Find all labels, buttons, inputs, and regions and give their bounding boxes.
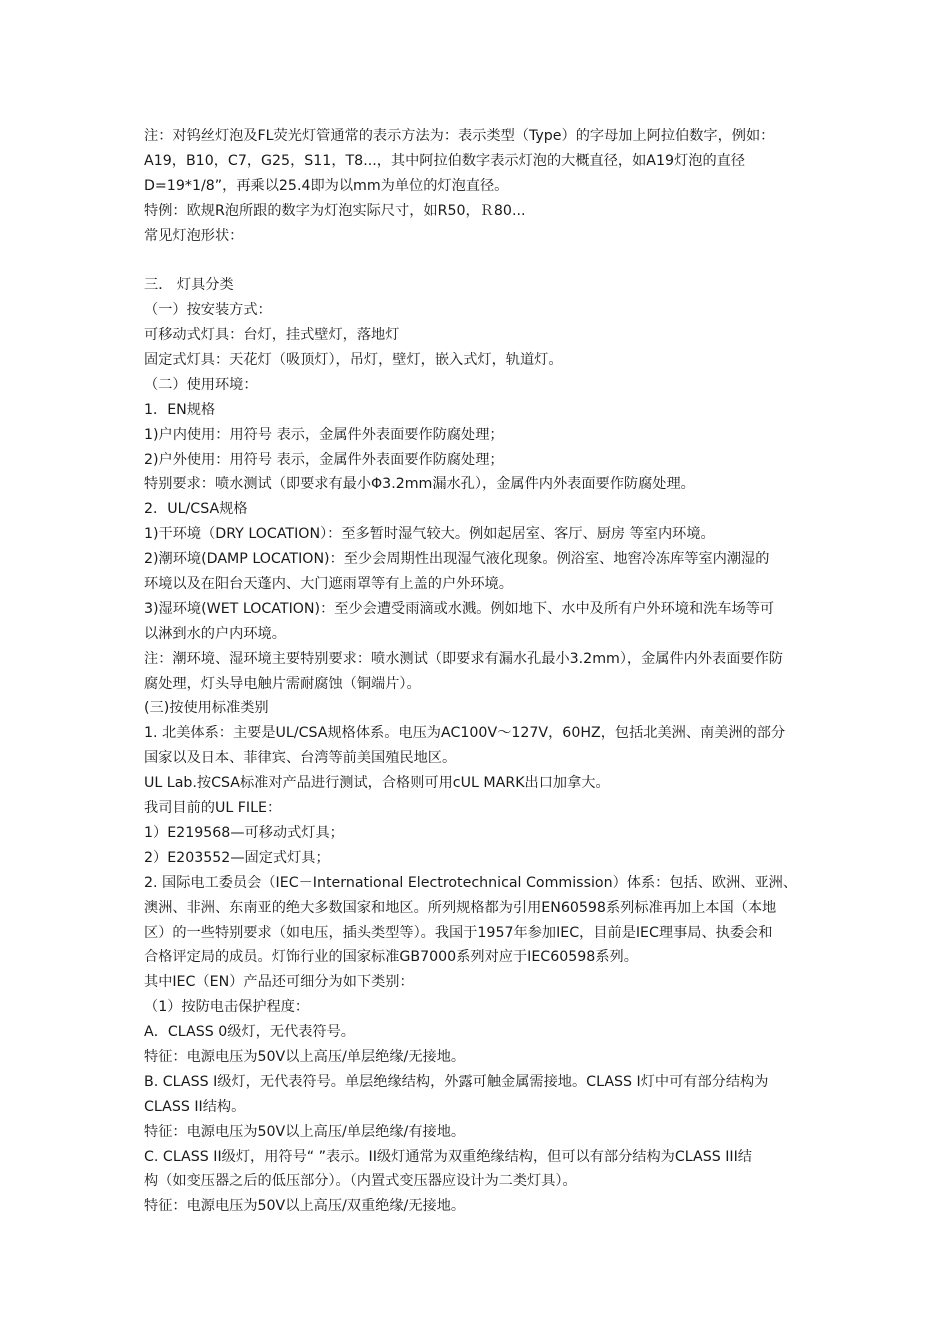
text-line: 特征：电源电压为50V以上高压/单层绝缘/无接地。 <box>144 1048 466 1065</box>
text-line: 以淋到水的户内环境。 <box>144 625 286 642</box>
text-line: 注：潮环境、湿环境主要特别要求：喷水测试（即要求有漏水孔最小3.2mm），金属件内外表面要作防 <box>144 650 783 667</box>
text-line: 2．UL/CSA规格 <box>144 501 248 518</box>
text-line: 特征：电源电压为50V以上高压/单层绝缘/有接地。 <box>144 1123 466 1140</box>
text-line: 构（如变压器之后的低压部分）。（内置式变压器应设计为二类灯具）。 <box>144 1173 577 1190</box>
text-line: 特别要求：喷水测试（即要求有最小Φ3.2mm漏水孔），金属件内外表面要作防腐处理。 <box>144 476 695 493</box>
text-line: 1)干环境（DRY LOCATION）：至多暂时湿气较大。例如起居室、客厅、厨房 等室内环境。 <box>144 526 715 543</box>
text-line: UL Lab.按CSA标准对产品进行测试，合格则可用cUL MARK出口加拿大。 <box>144 775 610 792</box>
text-line: CLASS II结构。 <box>144 1098 246 1115</box>
section-heading: 三． 灯具分类 <box>144 277 234 294</box>
text-line: 1．EN规格 <box>144 401 216 418</box>
text-line: 合格评定局的成员。灯饰行业的国家标准GB7000系列对应于IEC60598系列。 <box>144 949 638 966</box>
text-line: 腐处理，灯头导电触片需耐腐蚀（铜端片）。 <box>144 675 421 692</box>
text-line: 特征：电源电压为50V以上高压/双重绝缘/无接地。 <box>144 1198 466 1215</box>
text-line: 1. 北美体系：主要是UL/CSA规格体系。电压为AC100V～127V，60HZ，包括北美洲、南美洲的部分 <box>144 725 786 742</box>
text-line: 特例：欧规R泡所跟的数字为灯泡实际尺寸，如R50，Ｒ80... <box>144 202 526 219</box>
text-line: 2）E203552—固定式灯具； <box>144 849 330 866</box>
text-line: 其中IEC（EN）产品还可细分为如下类别： <box>144 974 414 991</box>
text-line: 1)户内使用：用符号 表示，金属件外表面要作防腐处理； <box>144 426 504 443</box>
text-line: D=19*1/8”，再乘以25.4即为以mm为单位的灯泡直径。 <box>144 177 509 194</box>
text-line: A．CLASS 0级灯，无代表符号。 <box>144 1024 355 1041</box>
text-line: 常见灯泡形状： <box>144 227 244 244</box>
blank-line <box>144 248 810 273</box>
text-line: （1）按防电击保护程度： <box>144 999 310 1016</box>
text-line: 区）的一些特别要求（如电压，插头类型等）。我国于1957年参加IEC，目前是IEC理事局、执委会和 <box>144 924 773 941</box>
text-line: B. CLASS I级灯，无代表符号。单层绝缘结构，外露可触金属需接地。CLASS I灯中可有部分结构为 <box>144 1073 769 1090</box>
text-line: 2)潮环境(DAMP LOCATION)：至少会周期性出现湿气液化现象。例浴室、地窖冷冻库等室内潮湿的 <box>144 551 770 568</box>
text-line: 我司目前的UL FILE： <box>144 800 282 817</box>
text-line: （二）使用环境： <box>144 376 258 393</box>
text-line: C. CLASS II级灯，用符号“ ”表示。II级灯通常为双重绝缘结构，但可以有部分结构为CLASS III结 <box>144 1148 752 1165</box>
text-line: 2. 国际电工委员会（IEC－International Electrotechnical Commission）体系：包括、欧洲、亚洲、 <box>144 874 798 891</box>
text-line: 国家以及日本、菲律宾、台湾等前美国殖民地区。 <box>144 750 457 767</box>
text-line: （一）按安装方式： <box>144 302 272 319</box>
text-line: 1）E219568—可移动式灯具； <box>144 824 344 841</box>
text-line: 注：对钨丝灯泡及FL荧光灯管通常的表示方法为：表示类型（Type）的字母加上阿拉伯数字，例如： <box>144 128 775 144</box>
text-line: A19，B10，C7，G25，S11，T8...，其中阿拉伯数字表示灯泡的大概直径，如A19灯泡的直径 <box>144 152 746 169</box>
text-line: 环境以及在阳台天蓬内、大门遮雨罩等有上盖的户外环境。 <box>144 576 513 593</box>
text-line: 3)湿环境(WET LOCATION)：至少会遭受雨滴或水溅。例如地下、水中及所有户外环境和洗车场等可 <box>144 600 775 617</box>
text-line: (三)按使用标准类别 <box>144 700 269 717</box>
text-line: 澳洲、非洲、东南亚的绝大多数国家和地区。所列规格都为引用EN60598系列标准再加上本国（本地 <box>144 899 777 916</box>
document-body <box>144 124 810 1219</box>
text-line: 可移动式灯具：台灯，挂式壁灯，落地灯 <box>144 327 400 344</box>
text-line: 固定式灯具：天花灯（吸顶灯），吊灯，壁灯，嵌入式灯，轨道灯。 <box>144 352 563 369</box>
text-line: 2)户外使用：用符号 表示，金属件外表面要作防腐处理； <box>144 451 504 468</box>
